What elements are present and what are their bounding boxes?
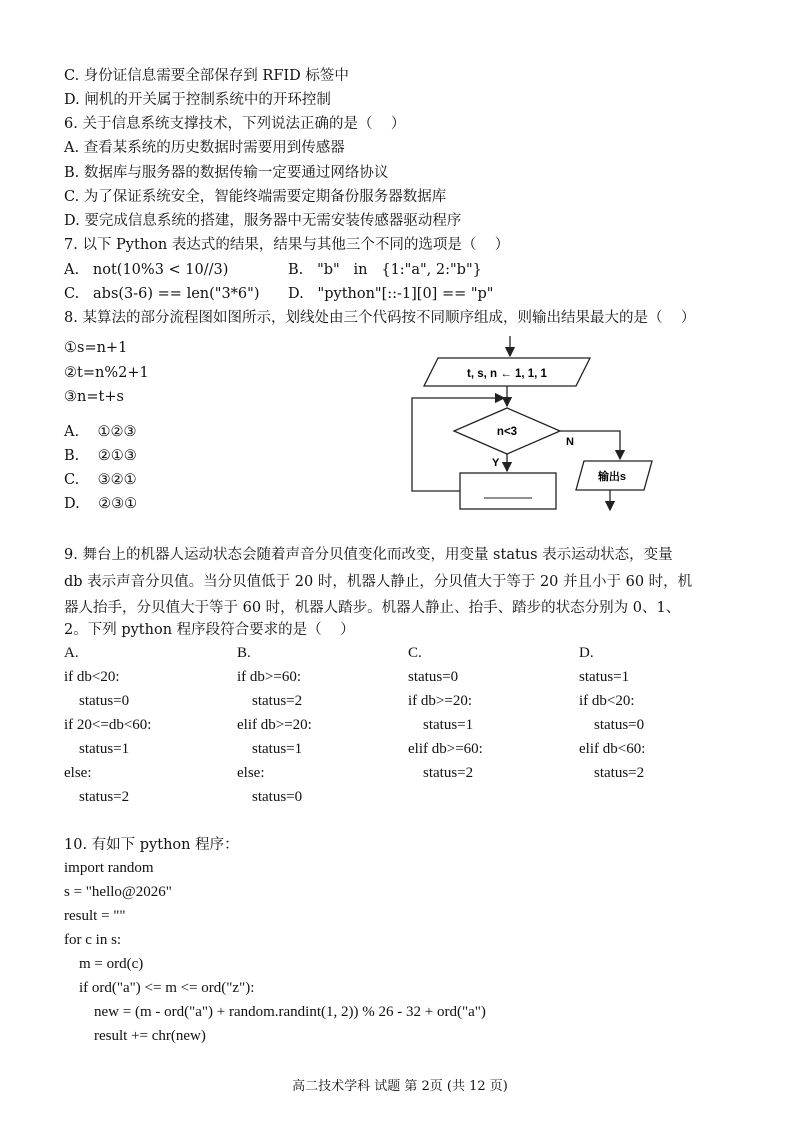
q10-code-line: if ord("a") <= m <= ord("z"): xyxy=(64,980,255,996)
flow-process-box xyxy=(460,473,556,509)
q6-option-d: D. 要完成信息系统的搭建，服务器中无需安装传感器驱动程序 xyxy=(64,213,462,229)
q7-option-a: A. not(10%3 < 10//3) xyxy=(64,262,229,278)
q9-d-line: status=0 xyxy=(579,717,645,733)
q10-code-line: for c in s: xyxy=(64,932,122,948)
q10-code-line: result = "" xyxy=(64,908,126,924)
q9-c-line: C. xyxy=(408,645,422,661)
q9-c-line: status=0 xyxy=(408,669,459,685)
q9-b-line: elif db>=20: xyxy=(237,717,312,733)
q9-d-line: status=2 xyxy=(579,765,645,781)
q9-b-line: B. xyxy=(237,645,251,661)
q9-stem-line-3: 器人抬手，分贝值大于等于 60 时，机器人踏步。机器人静止、抬手、踏步的状态分别为 0、1、 xyxy=(64,600,681,616)
q9-b-line: else: xyxy=(237,765,265,781)
q9-a-line: status=2 xyxy=(64,789,130,805)
q10-code-line: import random xyxy=(64,860,154,876)
q6-stem: 6. 关于信息系统支撑技术，下列说法正确的是（ ） xyxy=(64,116,406,132)
q7-option-b: B. "b" in {1:"a", 2:"b"} xyxy=(288,262,482,278)
flow-init-text: t, s, n ← 1, 1, 1 xyxy=(467,368,547,380)
q9-stem-line-1: 9. 舞台上的机器人运动状态会随着声音分贝值变化而改变，用变量 status 表示运动状态，变量 xyxy=(64,547,673,563)
q6-option-a: A. 查看某系统的历史数据时需要用到传感器 xyxy=(64,140,345,156)
q9-a-line: if 20<=db<60: xyxy=(64,717,152,733)
q8-stem: 8. 某算法的部分流程图如图所示，划线处由三个代码按不同顺序组成，则输出结果最大的是（ ） xyxy=(64,310,696,326)
q9-b-line: status=0 xyxy=(237,789,303,805)
q9-a-line: A. xyxy=(64,645,79,661)
flow-no-label: N xyxy=(566,436,574,448)
q6-option-b: B. 数据库与服务器的数据传输一定要通过网络协议 xyxy=(64,165,389,181)
q7-option-c: C. abs(3-6) == len("3*6") xyxy=(64,286,260,302)
q7-stem: 7. 以下 Python 表达式的结果，结果与其他三个不同的选项是（ ） xyxy=(64,237,510,253)
q8-option-c: C. ③②① xyxy=(64,472,137,488)
q8-option-a: A. ①②③ xyxy=(64,424,137,440)
q5-option-c: C. 身份证信息需要全部保存到 RFID 标签中 xyxy=(64,68,349,84)
flowchart xyxy=(400,330,660,520)
q9-c-line: status=1 xyxy=(408,717,474,733)
q8-option-b: B. ②①③ xyxy=(64,448,137,464)
q10-code-line: m = ord(c) xyxy=(64,956,144,972)
q10-stem: 10. 有如下 python 程序： xyxy=(64,837,239,853)
flow-output-text: 输出s xyxy=(597,471,627,483)
q9-stem-line-2: db 表示声音分贝值。当分贝值低于 20 时，机器人静止，分贝值大于等于 20 并且小于 60 时，机 xyxy=(64,574,693,590)
q8-option-d: D. ②③① xyxy=(64,496,138,512)
q9-a-line: status=0 xyxy=(64,693,130,709)
flow-yes-label: Y xyxy=(492,457,500,469)
q8-code-1: ①s=n+1 xyxy=(64,340,128,356)
q9-b-line: status=1 xyxy=(237,741,303,757)
q9-a-line: if db<20: xyxy=(64,669,120,685)
q9-a-line: status=1 xyxy=(64,741,130,757)
flow-decision-text: n<3 xyxy=(496,426,518,438)
q9-b-line: if db>=60: xyxy=(237,669,301,685)
q10-code-line: result += chr(new) xyxy=(64,1028,206,1044)
q8-code-2: ②t=n%2+1 xyxy=(64,365,149,381)
q9-stem-line-4: 2。下列 python 程序段符合要求的是（ ） xyxy=(64,622,355,638)
q7-option-d: D. "python"[::-1][0] == "p" xyxy=(288,286,494,302)
q9-d-line: D. xyxy=(579,645,594,661)
q10-code-line: new = (m - ord("a") + random.randint(1, 2)) % 26 - 32 + ord("a") xyxy=(64,1004,486,1020)
q9-b-line: status=2 xyxy=(237,693,303,709)
q10-code-line: s = "hello@2026" xyxy=(64,884,172,900)
q6-option-c: C. 为了保证系统安全，智能终端需要定期备份服务器数据库 xyxy=(64,189,447,205)
page-footer: 高二技术学科 试题 第 2页 (共 12 页) xyxy=(292,1079,508,1094)
q9-a-line: else: xyxy=(64,765,92,781)
q9-c-line: status=2 xyxy=(408,765,474,781)
q8-code-3: ③n=t+s xyxy=(64,389,124,405)
q9-d-line: status=1 xyxy=(579,669,630,685)
q9-d-line: elif db<60: xyxy=(579,741,646,757)
q9-c-line: if db>=20: xyxy=(408,693,472,709)
q9-d-line: if db<20: xyxy=(579,693,635,709)
q5-option-d: D. 闸机的开关属于控制系统中的开环控制 xyxy=(64,92,331,108)
q9-c-line: elif db>=60: xyxy=(408,741,483,757)
